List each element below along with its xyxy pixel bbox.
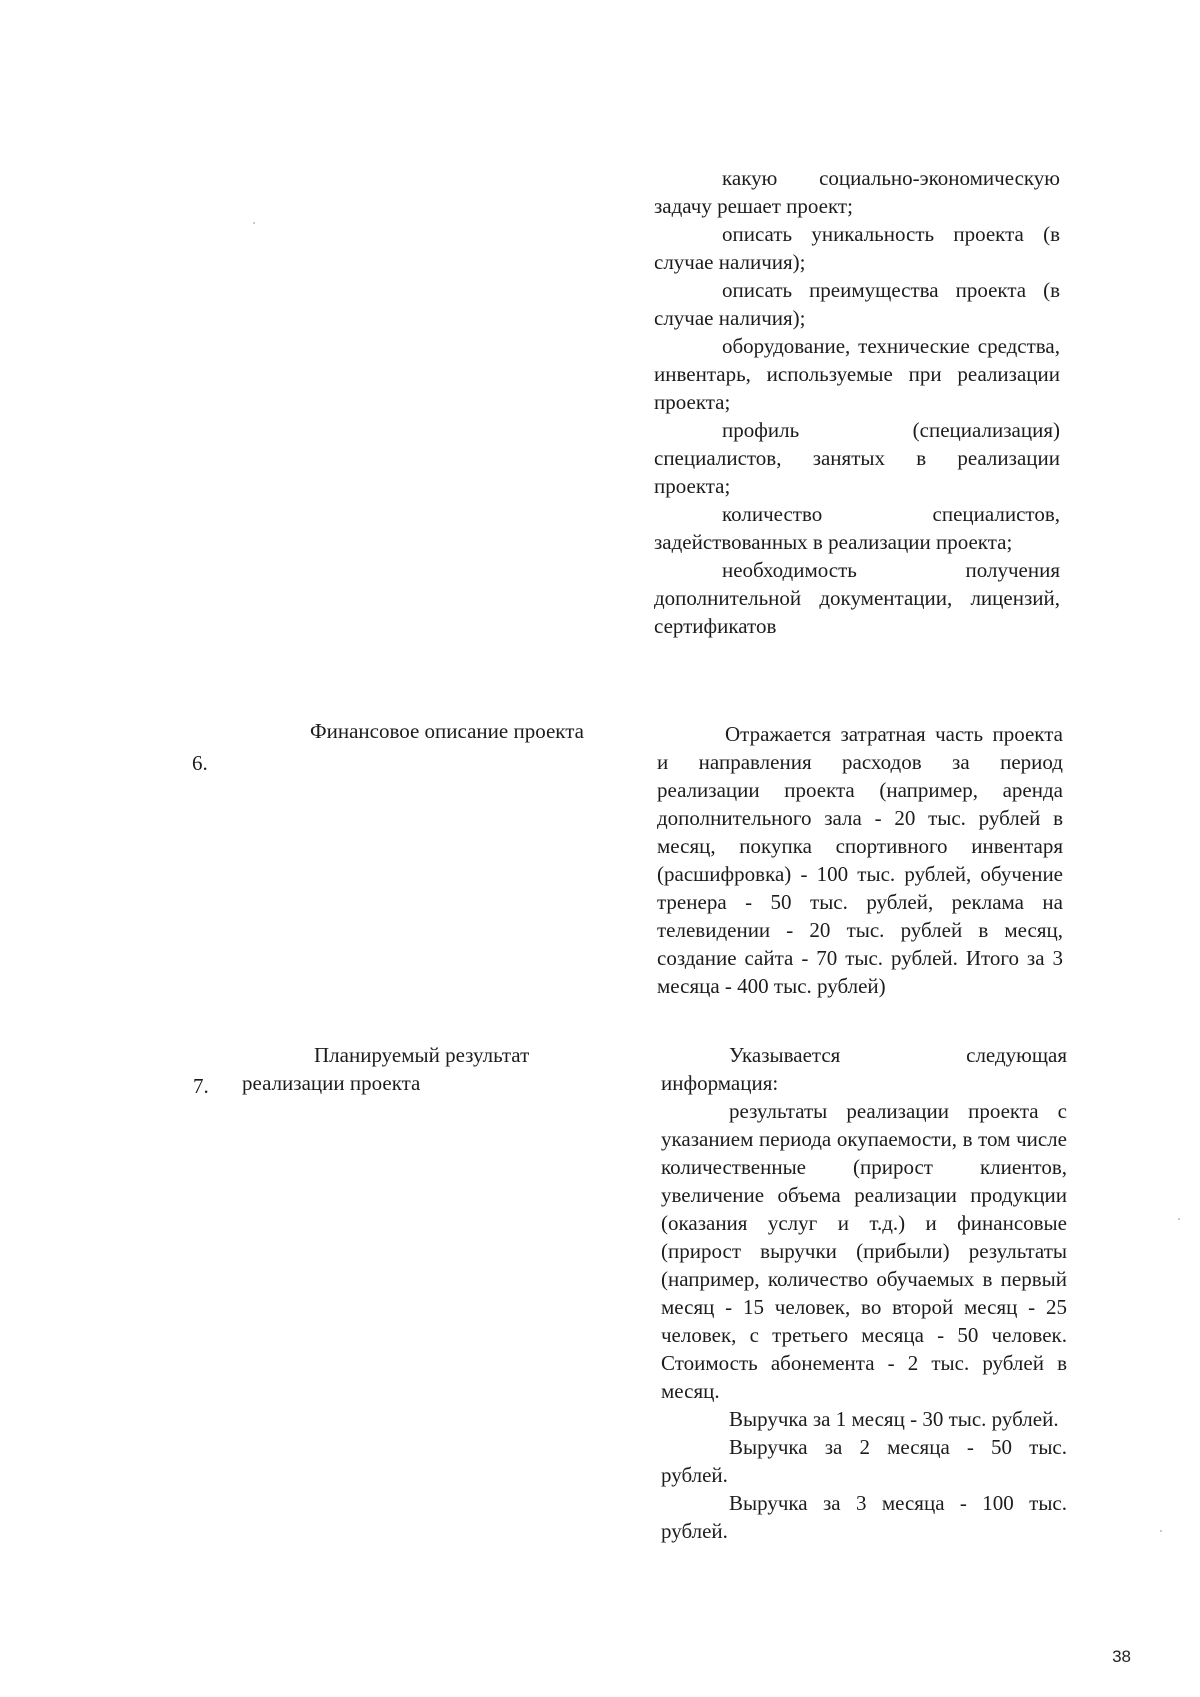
paragraph: Выручка за 2 месяца - 50 тыс. рублей. [661,1435,1067,1487]
scan-speck [1160,1530,1162,1532]
row-title-line: реализации проекта [242,1071,421,1095]
paragraph: Указывается следующая информация: [661,1043,1067,1095]
paragraph: результаты реализации проекта с указанием периода окупаемости, в том числе количественные (прирост клиентов, увеличение объема реализации продукции (оказания услуг и т.д.) и финансовые (прирост выручки (прибыли) результаты (например, количество обучаемых в первый месяц - 15 человек, во второй месяц - 25 человек, с третьего месяца - 50 человек. Стоимость абонемента - 2 тыс. рублей в месяц. [661,1099,1067,1403]
paragraph: какую социально-экономическую задачу решает проект; [654,166,1060,218]
paragraph: оборудование, технические средства, инвентарь, используемые при реализации проекта; [654,334,1060,414]
row-title-planned-result [242,1041,572,1097]
page-number: 38 [1112,1647,1131,1666]
row-number-6: 6. [192,751,208,775]
row-number-7: 7. [193,1074,209,1098]
scan-speck [253,222,255,224]
paragraph: необходимость получения дополнительной документации, лицензий, сертификатов [654,558,1060,638]
requirements-list-continued [654,164,1060,640]
paragraph: Отражается затратная часть проекта и направления расходов за период реализации проекта (например, аренда дополнительного зала - 20 тыс. рублей в месяц, покупка спортивного инвентаря (расшифровка) - 100 тыс. рублей, обучение тренера - 50 тыс. рублей, реклама на телевидении - 20 тыс. рублей в месяц, создание сайта - 70 тыс. рублей. Итого за 3 месяца - 400 тыс. рублей) [657,722,1063,998]
paragraph: описать преимущества проекта (в случае наличия); [654,278,1060,330]
row-title-financial-description: Финансовое описание проекта [310,719,584,743]
planned-result-text [661,1041,1067,1545]
financial-description-text [657,720,1063,1000]
paragraph: количество специалистов, задействованных в реализации проекта; [654,502,1060,554]
paragraph: профиль (специализация) специалистов, занятых в реализации проекта; [654,418,1060,498]
paragraph: описать уникальность проекта (в случае наличия); [654,222,1060,274]
paragraph: Выручка за 1 месяц - 30 тыс. рублей. [729,1407,1059,1431]
scan-speck [1178,1218,1180,1220]
paragraph: Выручка за 3 месяца - 100 тыс. рублей. [661,1491,1067,1543]
row-title-line: Планируемый результат [314,1043,530,1067]
